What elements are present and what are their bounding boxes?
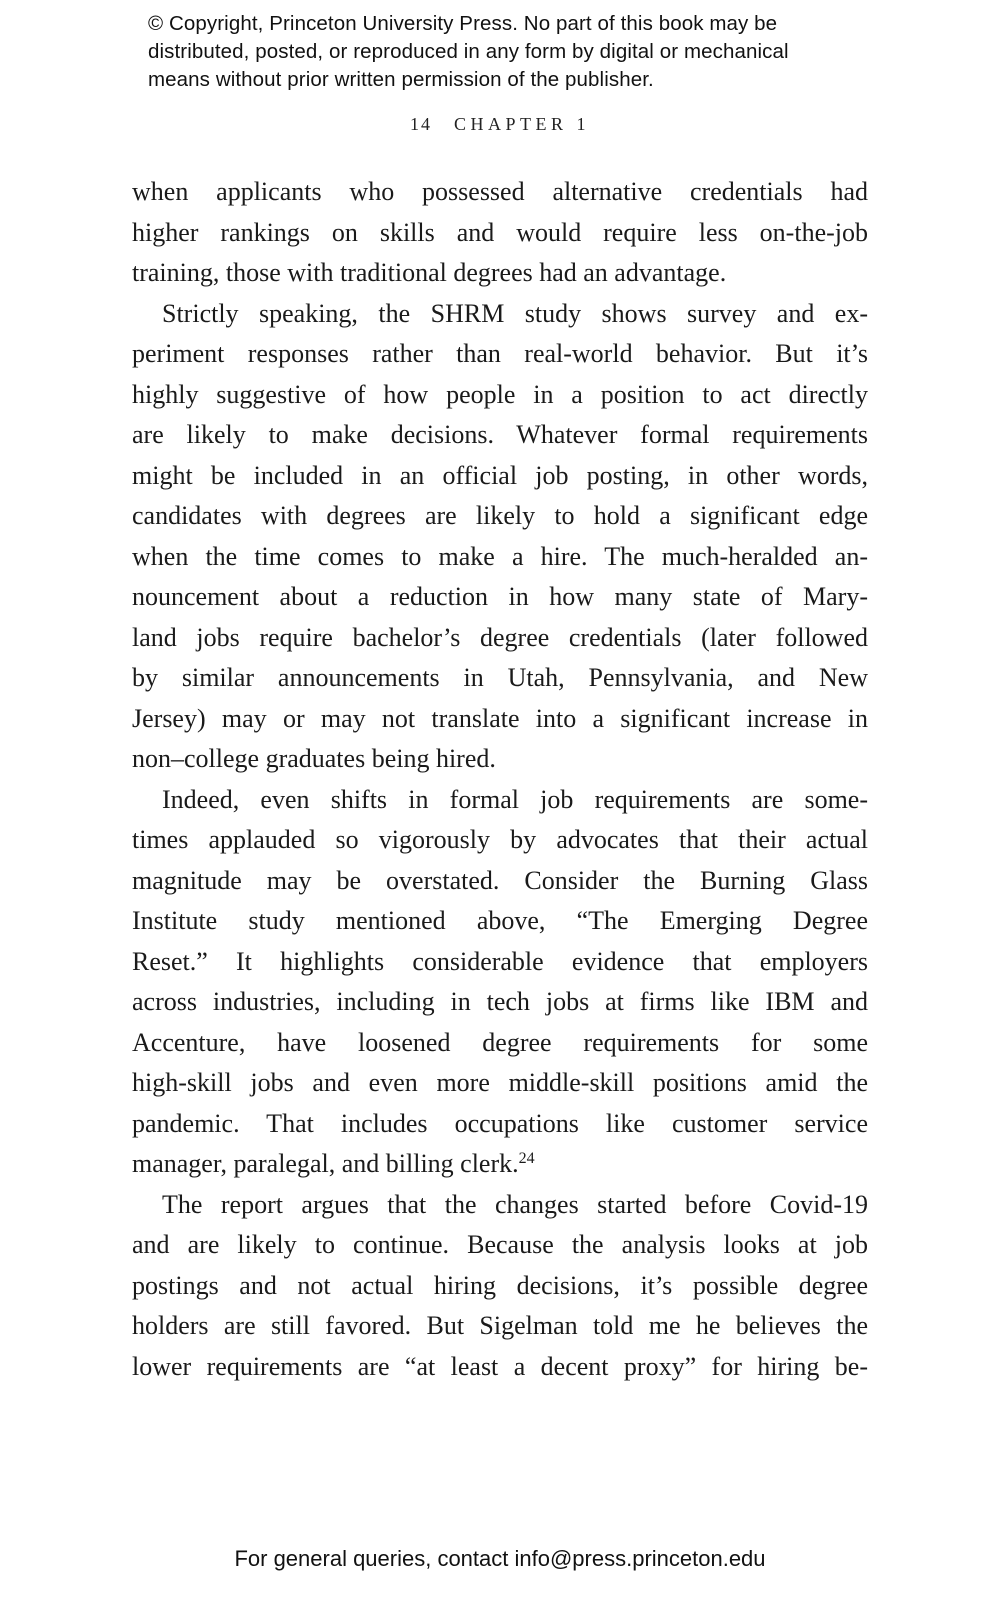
text-line: when the time comes to make a hire. The much-heralded an-: [132, 541, 868, 571]
text-line: The report argues that the changes started before Covid-19: [162, 1189, 868, 1219]
text-line: holders are still favored. But Sigelman told me he believes the: [132, 1311, 868, 1340]
paragraph: [132, 1185, 868, 1388]
page-number: 14: [409, 114, 432, 134]
text-line: Accenture, have loosened degree requirements for some: [132, 1027, 868, 1057]
chapter-label: CHAPTER 1: [453, 114, 590, 134]
text-line: are likely to make decisions. Whatever formal requirements: [132, 420, 868, 449]
text-line: might be included in an official job posting, in other words,: [132, 460, 868, 490]
text-line: times applauded so vigorously by advocates that their actual: [132, 825, 868, 854]
copyright-line: distributed, posted, or reproduced in any form by digital or mechanical: [148, 40, 789, 63]
text-line: postings and not actual hiring decisions, it’s possible degree: [132, 1270, 868, 1300]
text-line: when applicants who possessed alternative credentials had: [132, 177, 868, 206]
text-line: non–college graduates being hired.: [132, 744, 496, 773]
page-header: [0, 114, 1000, 135]
text-line: across industries, including in tech jobs at firms like IBM and: [132, 987, 868, 1016]
text-line: manager, paralegal, and billing clerk.$^{24}$: [132, 1149, 535, 1178]
text-line: training, those with traditional degrees had an advantage.: [132, 258, 727, 287]
text-line: magnitude may be overstated. Consider the Burning Glass: [132, 865, 868, 895]
text-line: Strictly speaking, the SHRM study shows survey and ex-: [162, 298, 868, 328]
copyright-line: means without prior written permission of the publisher.: [148, 68, 654, 91]
text-line: Reset.” It highlights considerable evidence that employers: [132, 946, 868, 976]
paragraph: [132, 294, 868, 780]
copyright-line: © Copyright, Princeton University Press. No part of this book may be: [148, 12, 778, 35]
body-text: [132, 172, 868, 1387]
text-line: Indeed, even shifts in formal job requirements are some-: [162, 784, 868, 814]
paragraph: [132, 780, 868, 1185]
text-line: Institute study mentioned above, “The Emerging Degree: [132, 906, 868, 935]
text-line: highly suggestive of how people in a position to act directly: [132, 379, 868, 409]
text-line: land jobs require bachelor’s degree credentials (later followed: [132, 622, 868, 652]
text-line: higher rankings on skills and would require less on-the-job: [132, 217, 868, 247]
text-line: periment responses rather than real-world behavior. But it’s: [132, 339, 868, 368]
paragraph: [132, 172, 868, 294]
text-line: and are likely to continue. Because the analysis looks at job: [132, 1230, 868, 1259]
text-line: by similar announcements in Utah, Pennsylvania, and New: [132, 663, 868, 692]
text-line: high-skill jobs and even more middle-skill positions amid the: [132, 1068, 868, 1097]
text-line: lower requirements are “at least a decent proxy” for hiring be-: [132, 1351, 868, 1381]
footnote-reference: 24: [518, 1150, 535, 1167]
footer-contact: For general queries, contact info@press.princeton.edu: [234, 1546, 766, 1571]
copyright-notice: [148, 10, 789, 94]
text-line: candidates with degrees are likely to hold a significant edge: [132, 501, 868, 530]
text-line: nouncement about a reduction in how many state of Mary-: [132, 582, 868, 611]
text-line: Jersey) may or may not translate into a significant increase in: [132, 703, 868, 733]
text-line: pandemic. That includes occupations like customer service: [132, 1108, 868, 1138]
